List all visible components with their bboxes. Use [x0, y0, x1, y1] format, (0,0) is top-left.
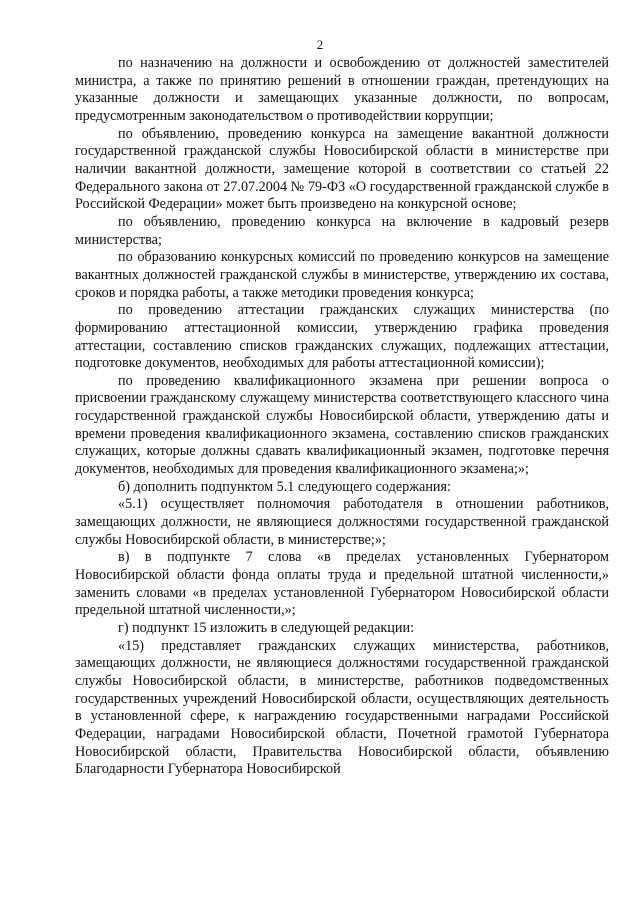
paragraph-amendment-b: б) дополнить подпунктом 5.1 следующего содержания:: [118, 478, 451, 495]
paragraph-deputy-ministers: по назначению на должности и освобождению от должностей заместителей министра, а также по принятию решений в отношении граждан, претендующих на указанные должности и замещающих указанные должности, по вопросам, предусмотренным законодательством о противодействии коррупции;: [75, 55, 609, 124]
page-number: 2: [316, 37, 324, 52]
paragraph-subclause-5-1: «5.1) осуществляет полномочия работодателя в отношении работников, замещающих должности, не являющиеся должностями государственной гражданской службы Новосибирской области, в министерстве;»;: [75, 496, 609, 548]
paragraph-competition-commissions: по образованию конкурсных комиссий по проведению конкурсов на замещение вакантных должностей гражданской службы в министерстве, утверждению их состава, сроков и порядка работы, а также методики проведения конкурса;: [75, 249, 609, 301]
paragraph-attestation: по проведению аттестации гражданских служащих министерства (по формированию аттестационной комиссии, утверждению графика проведения аттестации, составлению списков гражданских служащих, подлежащих аттестации, подготовке документов, необходимых для работы аттестационной комиссии);: [75, 302, 609, 372]
paragraph-subclause-15: «15) представляет гражданских служащих министерства, работников, замещающих должности, не являющиеся должностями государственной гражданской службы Новосибирской области, в министерстве, работников подведомственных государственных учреждений Новосибирской области, осуществляющих деятельность в установленной сфере, к награждению государственными наградами Российской Федерации, наградами Новосибирской области, Почетной грамотой Губернатора Новосибирской области, Правительства Новосибирской области, объявлению Благодарности Губернатора Новосибирской: [75, 637, 609, 778]
paragraph-personnel-reserve: по объявлению, проведению конкурса на включение в кадровый резерв министерства;: [75, 213, 609, 248]
paragraph-vacancy-competition: по объявлению, проведению конкурса на замещение вакантной должности государственной гражданской службы Новосибирской области в министерстве при наличии вакантной должности, замещение которой в соответствии со статьей 22 Федерального закона от 27.07.2004 № 79-ФЗ «О государственной гражданской службе в Российской Федерации» может быть произведено на конкурсной основе;: [75, 125, 609, 213]
document-body: [75, 55, 609, 779]
paragraph-qualification-exam: по проведению квалификационного экзамена при решении вопроса о присвоении гражданскому служащему министерства соответствующего классного чина государственной гражданской службы Новосибирской области, утверждению даты и времени проведения квалификационного экзамена, составлению списков гражданских служащих, которые должны сдавать квалификационный экзамен, подготовке перечня документов, необходимых для проведения квалификационного экзамена;»;: [75, 372, 609, 478]
paragraph-amendment-v: в) в подпункте 7 слова «в пределах установленных Губернатором Новосибирской области фонда оплаты труда и предельной штатной численности,» заменить словами «в пределах установленной Губернатором Новосибирской области предельной штатной численности,»;: [75, 549, 609, 619]
paragraph-amendment-g: г) подпункт 15 изложить в следующей редакции:: [118, 620, 415, 636]
